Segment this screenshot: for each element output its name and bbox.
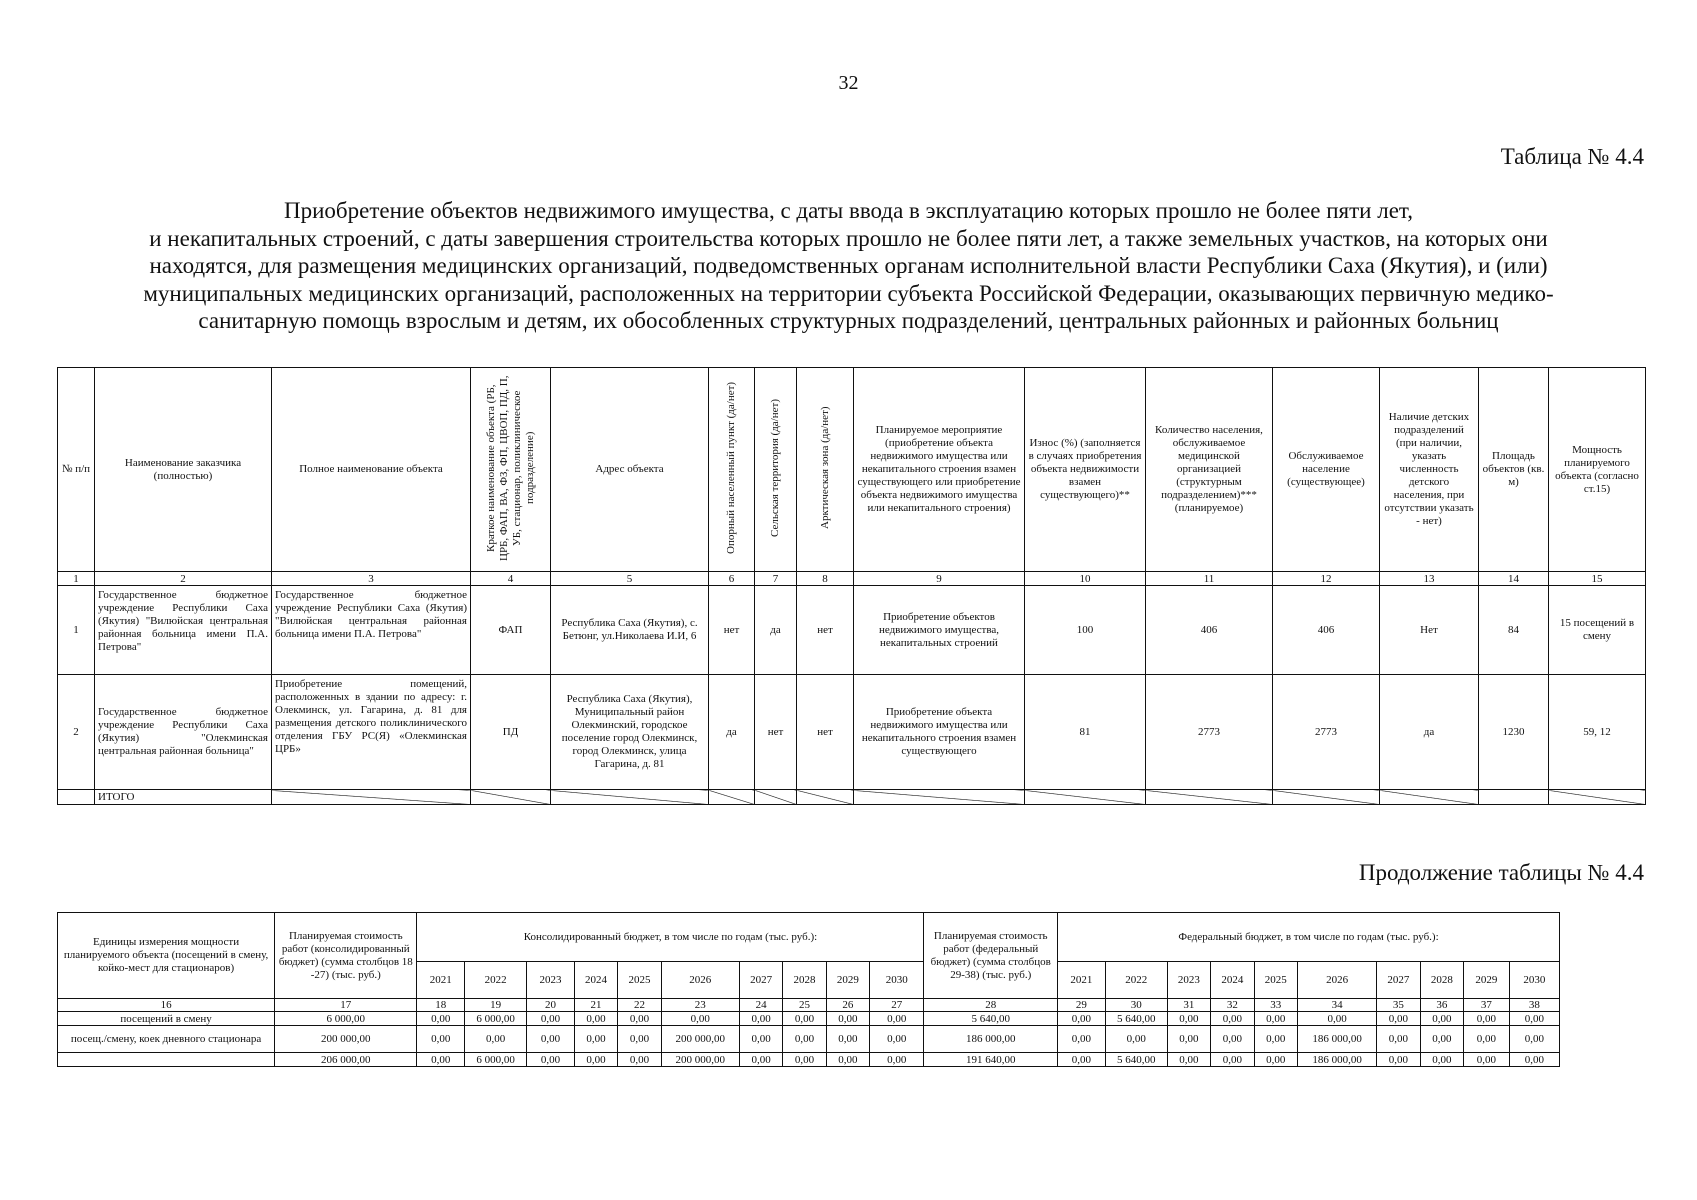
year-cell: 2024 xyxy=(1211,962,1254,999)
cell: 84 xyxy=(1479,586,1549,675)
title-line: и некапитальных строений, с даты завершения строительства которых прошло не более пяти лет, а также земельных участков, на которых они xyxy=(149,225,1548,251)
cell: Государственное бюджетное учреждение Республики Саха (Якутия) "Олекминская центральная районная больница" xyxy=(95,675,272,790)
cell xyxy=(551,790,709,805)
page-number: 32 xyxy=(838,72,859,94)
cell: 0,00 xyxy=(618,1012,661,1026)
cell: 0,00 xyxy=(1297,1012,1376,1026)
cell: 81 xyxy=(1025,675,1146,790)
index-cell: 10 xyxy=(1025,572,1146,586)
cell xyxy=(58,1053,275,1067)
cell: 2 xyxy=(58,675,95,790)
year-cell: 2030 xyxy=(870,962,924,999)
index-cell: 30 xyxy=(1105,999,1167,1012)
cell: 0,00 xyxy=(1509,1026,1559,1053)
cell xyxy=(1549,790,1646,805)
title-line: Приобретение объектов недвижимого имущества, с даты ввода в эксплуатацию которых прошло не более пяти лет, xyxy=(284,198,1413,223)
cell: Приобретение объекта недвижимого имущества или некапитального строения взамен существующего xyxy=(854,675,1025,790)
index-cell: 12 xyxy=(1273,572,1380,586)
cell xyxy=(272,790,471,805)
cell: 0,00 xyxy=(417,1026,465,1053)
cell: 0,00 xyxy=(1420,1026,1463,1053)
cell: 0,00 xyxy=(1211,1012,1254,1026)
cell: 0,00 xyxy=(1377,1053,1420,1067)
title-line: санитарную помощь взрослым и детям, их обособленных структурных подразделений, центральных районных и районных больниц xyxy=(198,308,1499,333)
cell: ФАП xyxy=(471,586,551,675)
cell: 5 640,00 xyxy=(924,1012,1058,1026)
cell: 0,00 xyxy=(1377,1026,1420,1053)
cell: 0,00 xyxy=(1254,1026,1297,1053)
cell xyxy=(1146,790,1273,805)
cell: 191 640,00 xyxy=(924,1053,1058,1067)
index-cell: 36 xyxy=(1420,999,1463,1012)
header-cell: Наличие детских подразделений (при наличии, указать численность детского населения, при отсутствии указать - нет) xyxy=(1380,368,1479,572)
index-cell: 2 xyxy=(95,572,272,586)
index-cell: 35 xyxy=(1377,999,1420,1012)
index-cell: 19 xyxy=(465,999,527,1012)
total-row xyxy=(58,1053,1560,1067)
header-cell: Адрес объекта xyxy=(551,368,709,572)
cell: 0,00 xyxy=(574,1012,617,1026)
cell xyxy=(709,790,755,805)
year-cell: 2023 xyxy=(527,962,575,999)
cell: 0,00 xyxy=(1211,1026,1254,1053)
cell: Республика Саха (Якутия), Муниципальный район Олекминский, городское поселение город Олекминск, город Олекминск, улица Гагарина, д. 81 xyxy=(551,675,709,790)
cell: 0,00 xyxy=(1167,1053,1210,1067)
cell: 0,00 xyxy=(1464,1026,1510,1053)
header-cell: № п/п xyxy=(58,368,95,572)
index-cell: 20 xyxy=(527,999,575,1012)
total-row xyxy=(58,790,1646,805)
index-cell: 5 xyxy=(551,572,709,586)
cell: 0,00 xyxy=(1254,1053,1297,1067)
cell: 0,00 xyxy=(417,1053,465,1067)
table-row xyxy=(58,1012,1560,1026)
cell: 0,00 xyxy=(1509,1012,1559,1026)
header-cell xyxy=(797,368,854,572)
cell xyxy=(797,790,854,805)
cell: 5 640,00 xyxy=(1105,1012,1167,1026)
cell: 0,00 xyxy=(1058,1012,1106,1026)
cell: 0,00 xyxy=(1377,1012,1420,1026)
cell: 0,00 xyxy=(1058,1026,1106,1053)
index-cell: 31 xyxy=(1167,999,1210,1012)
cell: 0,00 xyxy=(1254,1012,1297,1026)
cell xyxy=(854,790,1025,805)
header-cell: Площадь объектов (кв. м) xyxy=(1479,368,1549,572)
budget-table xyxy=(57,912,1560,1067)
index-cell: 32 xyxy=(1211,999,1254,1012)
column-index-row xyxy=(58,572,1646,586)
header-cell: Мощность планируемого объекта (согласно ст.15) xyxy=(1549,368,1646,572)
header-cell-text: Опорный населенный пункт (да/нет) xyxy=(725,381,737,554)
cell: нет xyxy=(797,586,854,675)
cell: 6 000,00 xyxy=(465,1012,527,1026)
header-cell: Консолидированный бюджет, в том числе по годам (тыс. руб.): xyxy=(417,913,924,962)
cell: 0,00 xyxy=(618,1053,661,1067)
index-cell: 6 xyxy=(709,572,755,586)
cell: Республика Саха (Якутия), с. Бетюнг, ул.Николаева И.И, 6 xyxy=(551,586,709,675)
cell: 206 000,00 xyxy=(275,1053,417,1067)
year-cell: 2022 xyxy=(465,962,527,999)
cell: 0,00 xyxy=(1420,1012,1463,1026)
cell: 0,00 xyxy=(1464,1012,1510,1026)
objects-table xyxy=(57,367,1646,805)
cell: ПД xyxy=(471,675,551,790)
index-cell: 11 xyxy=(1146,572,1273,586)
table-row xyxy=(58,586,1646,675)
year-cell: 2027 xyxy=(1377,962,1420,999)
cell: 0,00 xyxy=(1420,1053,1463,1067)
cell xyxy=(1025,790,1146,805)
column-index-row xyxy=(58,999,1560,1012)
index-cell: 7 xyxy=(755,572,797,586)
index-cell: 26 xyxy=(826,999,869,1012)
cell: 0,00 xyxy=(870,1012,924,1026)
index-cell: 22 xyxy=(618,999,661,1012)
cell: 100 xyxy=(1025,586,1146,675)
header-cell: Планируемая стоимость работ (консолидированный бюджет) (сумма столбцов 18 -27) (тыс. руб.) xyxy=(275,913,417,999)
cell: 0,00 xyxy=(527,1053,575,1067)
year-cell: 2027 xyxy=(739,962,782,999)
cell: 2773 xyxy=(1146,675,1273,790)
cell: 0,00 xyxy=(527,1026,575,1053)
cell: Приобретение объектов недвижимого имущества, некапитальных строений xyxy=(854,586,1025,675)
cell: 2773 xyxy=(1273,675,1380,790)
cell: 0,00 xyxy=(1211,1053,1254,1067)
cell: 0,00 xyxy=(661,1012,739,1026)
cell: Государственное бюджетное учреждение Республики Саха (Якутия) "Вилюйская центральная районная больница имени П.А. Петрова" xyxy=(95,586,272,675)
cell: 0,00 xyxy=(1464,1053,1510,1067)
header-cell: Наименование заказчика (полностью) xyxy=(95,368,272,572)
table-row xyxy=(58,675,1646,790)
year-cell: 2021 xyxy=(417,962,465,999)
cell: 1 xyxy=(58,586,95,675)
index-cell: 16 xyxy=(58,999,275,1012)
index-cell: 18 xyxy=(417,999,465,1012)
cell xyxy=(58,790,95,805)
cell xyxy=(1273,790,1380,805)
cell: 406 xyxy=(1273,586,1380,675)
header-cell-text: Краткое наименование объекта (РБ, ЦРБ, ФАП, ВА, ФЗ, ФП, ЦВОП, ПД, П, УБ, стационар, поликлиническое подразделение) xyxy=(484,374,536,561)
table-row xyxy=(58,1026,1560,1053)
header-cell-text: Арктическая зона (да/нет) xyxy=(818,406,831,529)
header-cell xyxy=(709,368,755,572)
cell: нет xyxy=(797,675,854,790)
cell: нет xyxy=(709,586,755,675)
cell: 0,00 xyxy=(618,1026,661,1053)
index-cell: 29 xyxy=(1058,999,1106,1012)
cell: 200 000,00 xyxy=(275,1026,417,1053)
table-caption: Таблица № 4.4 xyxy=(1500,144,1644,169)
header-cell xyxy=(471,368,551,572)
index-cell: 24 xyxy=(739,999,782,1012)
cell: да xyxy=(709,675,755,790)
cell: 0,00 xyxy=(1167,1012,1210,1026)
index-cell: 27 xyxy=(870,999,924,1012)
cell: 0,00 xyxy=(1509,1053,1559,1067)
index-cell: 8 xyxy=(797,572,854,586)
cell: 186 000,00 xyxy=(924,1026,1058,1053)
year-cell: 2029 xyxy=(826,962,869,999)
year-cell: 2023 xyxy=(1167,962,1210,999)
table-header-row xyxy=(58,368,1646,572)
cell: 0,00 xyxy=(826,1053,869,1067)
cell: 0,00 xyxy=(739,1053,782,1067)
cell: 0,00 xyxy=(574,1026,617,1053)
cell: 0,00 xyxy=(783,1026,826,1053)
year-cell: 2024 xyxy=(574,962,617,999)
cell: 0,00 xyxy=(574,1053,617,1067)
year-cell: 2021 xyxy=(1058,962,1106,999)
cell: 5 640,00 xyxy=(1105,1053,1167,1067)
index-cell: 21 xyxy=(574,999,617,1012)
header-cell: Единицы измерения мощности планируемого объекта (посещений в смену, койко-мест для стационаров) xyxy=(58,913,275,999)
cell: 0,00 xyxy=(870,1026,924,1053)
cell: 6 000,00 xyxy=(465,1053,527,1067)
header-cell: Планируемая стоимость работ (федеральный бюджет) (сумма столбцов 29-38) (тыс. руб.) xyxy=(924,913,1058,999)
cell: 406 xyxy=(1146,586,1273,675)
cell: 0,00 xyxy=(783,1053,826,1067)
cell: да xyxy=(1380,675,1479,790)
title-line: муниципальных медицинских организаций, расположенных на территории субъекта Российской Федерации, оказывающих первичную медико- xyxy=(143,280,1554,306)
cell: посещений в смену xyxy=(58,1012,275,1026)
cell: 0,00 xyxy=(739,1012,782,1026)
cell: нет xyxy=(755,675,797,790)
total-label: ИТОГО xyxy=(95,790,272,805)
cell: 200 000,00 xyxy=(661,1053,739,1067)
cell xyxy=(1479,790,1549,805)
index-cell: 34 xyxy=(1297,999,1376,1012)
cell: 186 000,00 xyxy=(1297,1026,1376,1053)
year-cell: 2029 xyxy=(1464,962,1510,999)
cell: да xyxy=(755,586,797,675)
year-cell: 2022 xyxy=(1105,962,1167,999)
cell: Государственное бюджетное учреждение Республики Саха (Якутия) "Вилюйская центральная районная больница имени П.А. Петрова" xyxy=(272,586,471,675)
header-cell: Планируемое мероприятие (приобретение объекта недвижимого имущества или некапитального строения взамен существующего или приобретение объекта недвижимого имущества или некапитального строения) xyxy=(854,368,1025,572)
cell xyxy=(1380,790,1479,805)
cell: 59, 12 xyxy=(1549,675,1646,790)
header-cell-text: Сельская территория (да/нет) xyxy=(769,398,781,537)
year-cell: 2028 xyxy=(783,962,826,999)
cell: 15 посещений в смену xyxy=(1549,586,1646,675)
index-cell: 38 xyxy=(1509,999,1559,1012)
index-cell: 1 xyxy=(58,572,95,586)
year-cell: 2030 xyxy=(1509,962,1559,999)
cell: 0,00 xyxy=(1167,1026,1210,1053)
cell: 0,00 xyxy=(465,1026,527,1053)
index-cell: 17 xyxy=(275,999,417,1012)
index-cell: 25 xyxy=(783,999,826,1012)
title-line: находятся, для размещения медицинских организаций, подведомственных органам исполнительной власти Республики Саха (Якутия), и (или) xyxy=(149,253,1548,278)
cell: 0,00 xyxy=(826,1026,869,1053)
year-cell: 2026 xyxy=(1297,962,1376,999)
cell: 0,00 xyxy=(417,1012,465,1026)
table-header-row xyxy=(58,913,1560,962)
cell: посещ./смену, коек дневного стационара xyxy=(58,1026,275,1053)
cell: Приобретение помещений, расположенных в здании по адресу: г. Олекминск, ул. Гагарина, д. 81 для размещения детского поликлинического отделения ГБУ РС(Я) «Олекминская ЦРБ» xyxy=(272,675,471,790)
cell: 0,00 xyxy=(826,1012,869,1026)
header-cell: Обслуживаемое население (существующее) xyxy=(1273,368,1380,572)
index-cell: 23 xyxy=(661,999,739,1012)
index-cell: 9 xyxy=(854,572,1025,586)
cell xyxy=(471,790,551,805)
index-cell: 3 xyxy=(272,572,471,586)
year-cell: 2025 xyxy=(1254,962,1297,999)
index-cell: 4 xyxy=(471,572,551,586)
cell xyxy=(755,790,797,805)
index-cell: 33 xyxy=(1254,999,1297,1012)
continuation-caption: Продолжение таблицы № 4.4 xyxy=(1358,860,1644,885)
index-cell: 14 xyxy=(1479,572,1549,586)
index-cell: 28 xyxy=(924,999,1058,1012)
header-cell: Федеральный бюджет, в том числе по годам (тыс. руб.): xyxy=(1058,913,1560,962)
cell: Нет xyxy=(1380,586,1479,675)
cell: 0,00 xyxy=(739,1026,782,1053)
cell: 0,00 xyxy=(527,1012,575,1026)
year-cell: 2025 xyxy=(618,962,661,999)
cell: 200 000,00 xyxy=(661,1026,739,1053)
cell: 0,00 xyxy=(1058,1053,1106,1067)
header-cell: Износ (%) (заполняется в случаях приобретения объекта недвижимости взамен существующего)** xyxy=(1025,368,1146,572)
index-cell: 15 xyxy=(1549,572,1646,586)
document-title xyxy=(60,197,1637,335)
index-cell: 37 xyxy=(1464,999,1510,1012)
cell: 1230 xyxy=(1479,675,1549,790)
year-cell: 2026 xyxy=(661,962,739,999)
index-cell: 13 xyxy=(1380,572,1479,586)
year-cell: 2028 xyxy=(1420,962,1463,999)
header-cell xyxy=(755,368,797,572)
cell: 6 000,00 xyxy=(275,1012,417,1026)
cell: 186 000,00 xyxy=(1297,1053,1376,1067)
cell: 0,00 xyxy=(783,1012,826,1026)
cell: 0,00 xyxy=(1105,1026,1167,1053)
cell: 0,00 xyxy=(870,1053,924,1067)
header-cell: Количество населения, обслуживаемое медицинской организацией (структурным подразделением)*** (планируемое) xyxy=(1146,368,1273,572)
header-cell: Полное наименование объекта xyxy=(272,368,471,572)
